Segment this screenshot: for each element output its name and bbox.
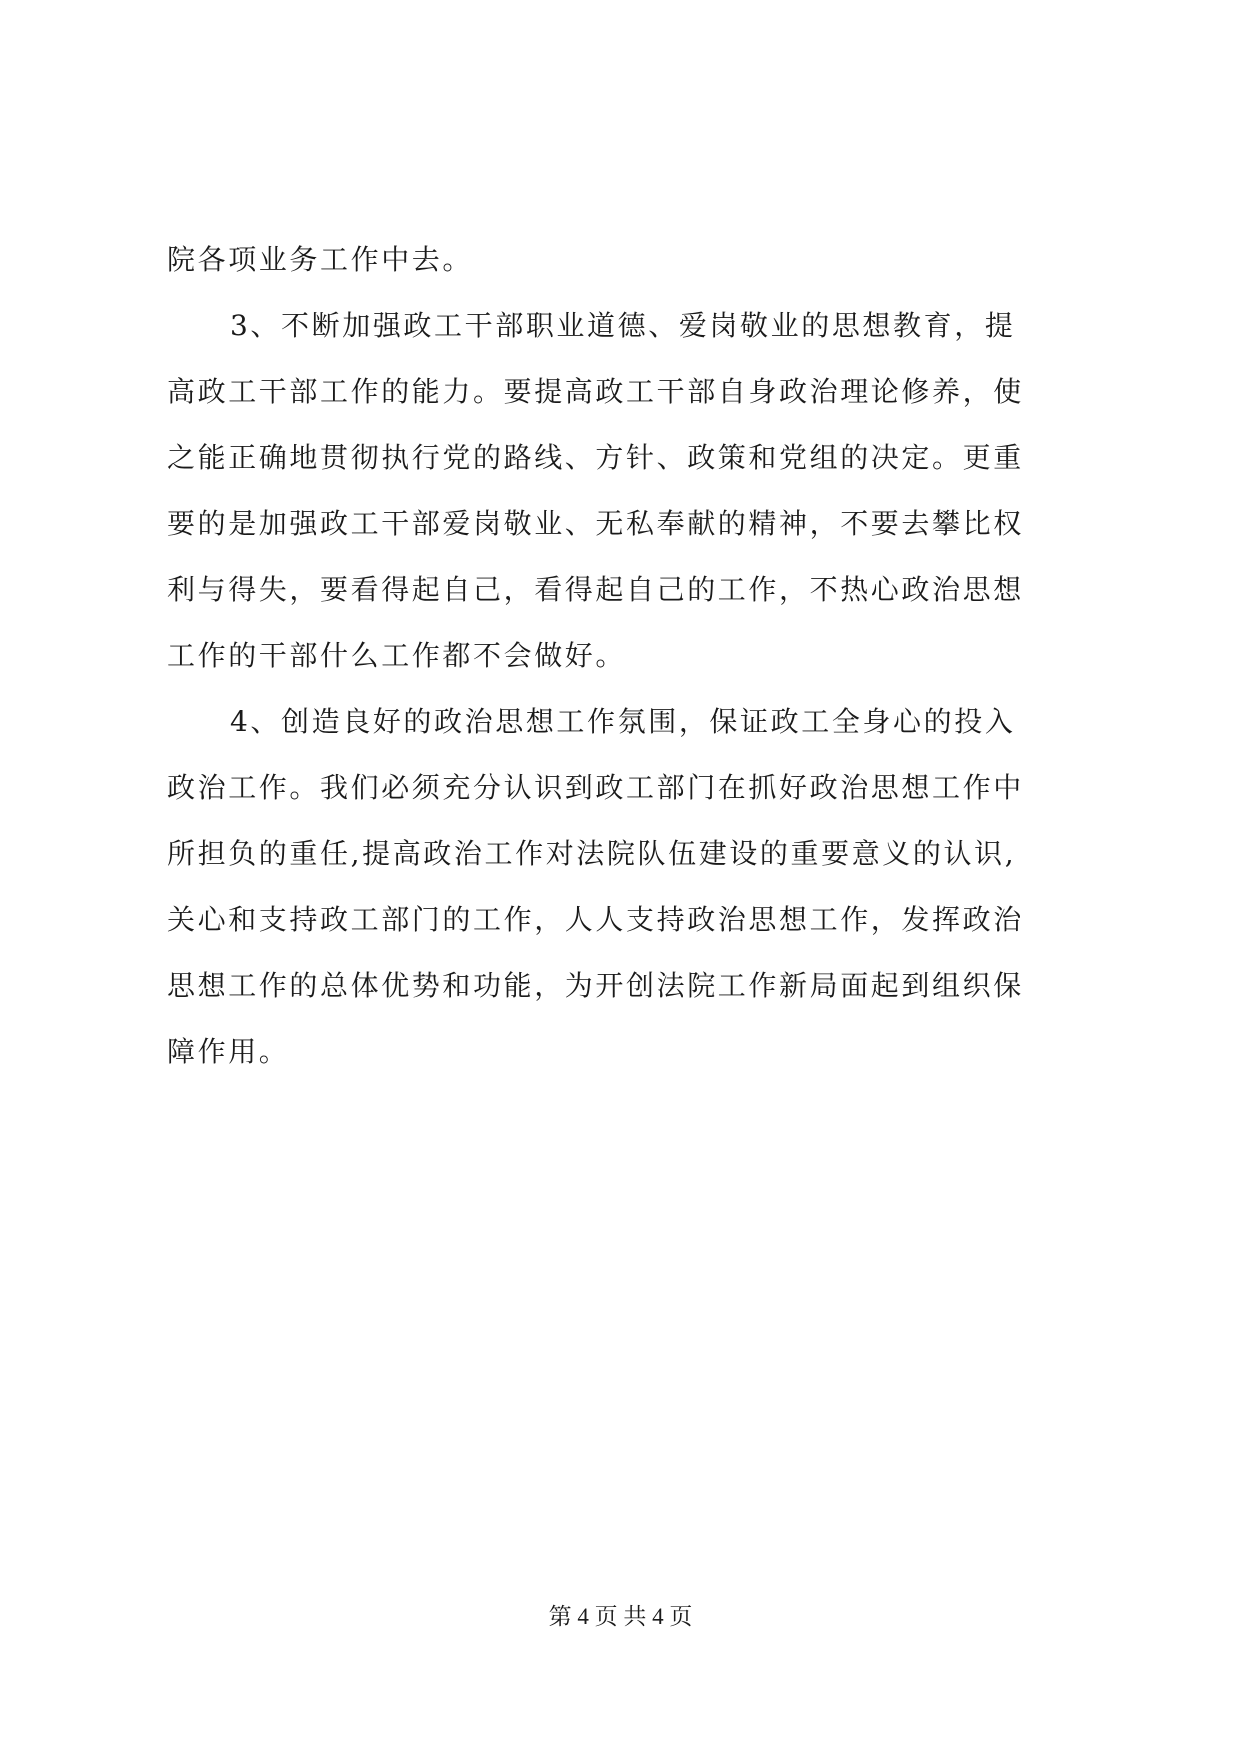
document-body [167,227,1083,1085]
text-line: 思想工作的总体优势和功能，为开创法院工作新局面起到组织保 [167,969,1024,1002]
text-line: 院各项业务工作中去。 [167,243,474,276]
text-line: 利与得失，要看得起自己，看得起自己的工作，不热心政治思想 [167,573,1024,606]
text-line: 障作用。 [167,1035,290,1068]
text-line: 要的是加强政工干部爱岗敬业、无私奉献的精神，不要去攀比权 [167,507,1024,540]
paragraph-3-start: 3、不断加强政工干部职业道德、爱岗敬业的思想教育，提 [230,309,1016,342]
text-line: 之能正确地贯彻执行党的路线、方针、政策和党组的决定。更重 [167,441,1024,474]
page-number: 第 4 页 共 4 页 [548,1604,693,1629]
text-line: 所担负的重任,提高政治工作对法院队伍建设的重要意义的认识, [167,837,1017,870]
paragraph-4-start: 4、创造良好的政治思想工作氛围，保证政工全身心的投入 [230,705,1016,738]
text-line: 政治工作。我们必须充分认识到政工部门在抓好政治思想工作中 [167,771,1024,804]
text-line: 关心和支持政工部门的工作，人人支持政治思想工作，发挥政治 [167,903,1024,936]
page-footer [0,1602,1241,1632]
text-line: 工作的干部什么工作都不会做好。 [167,639,627,672]
text-line: 高政工干部工作的能力。要提高政工干部自身政治理论修养，使 [167,375,1024,408]
